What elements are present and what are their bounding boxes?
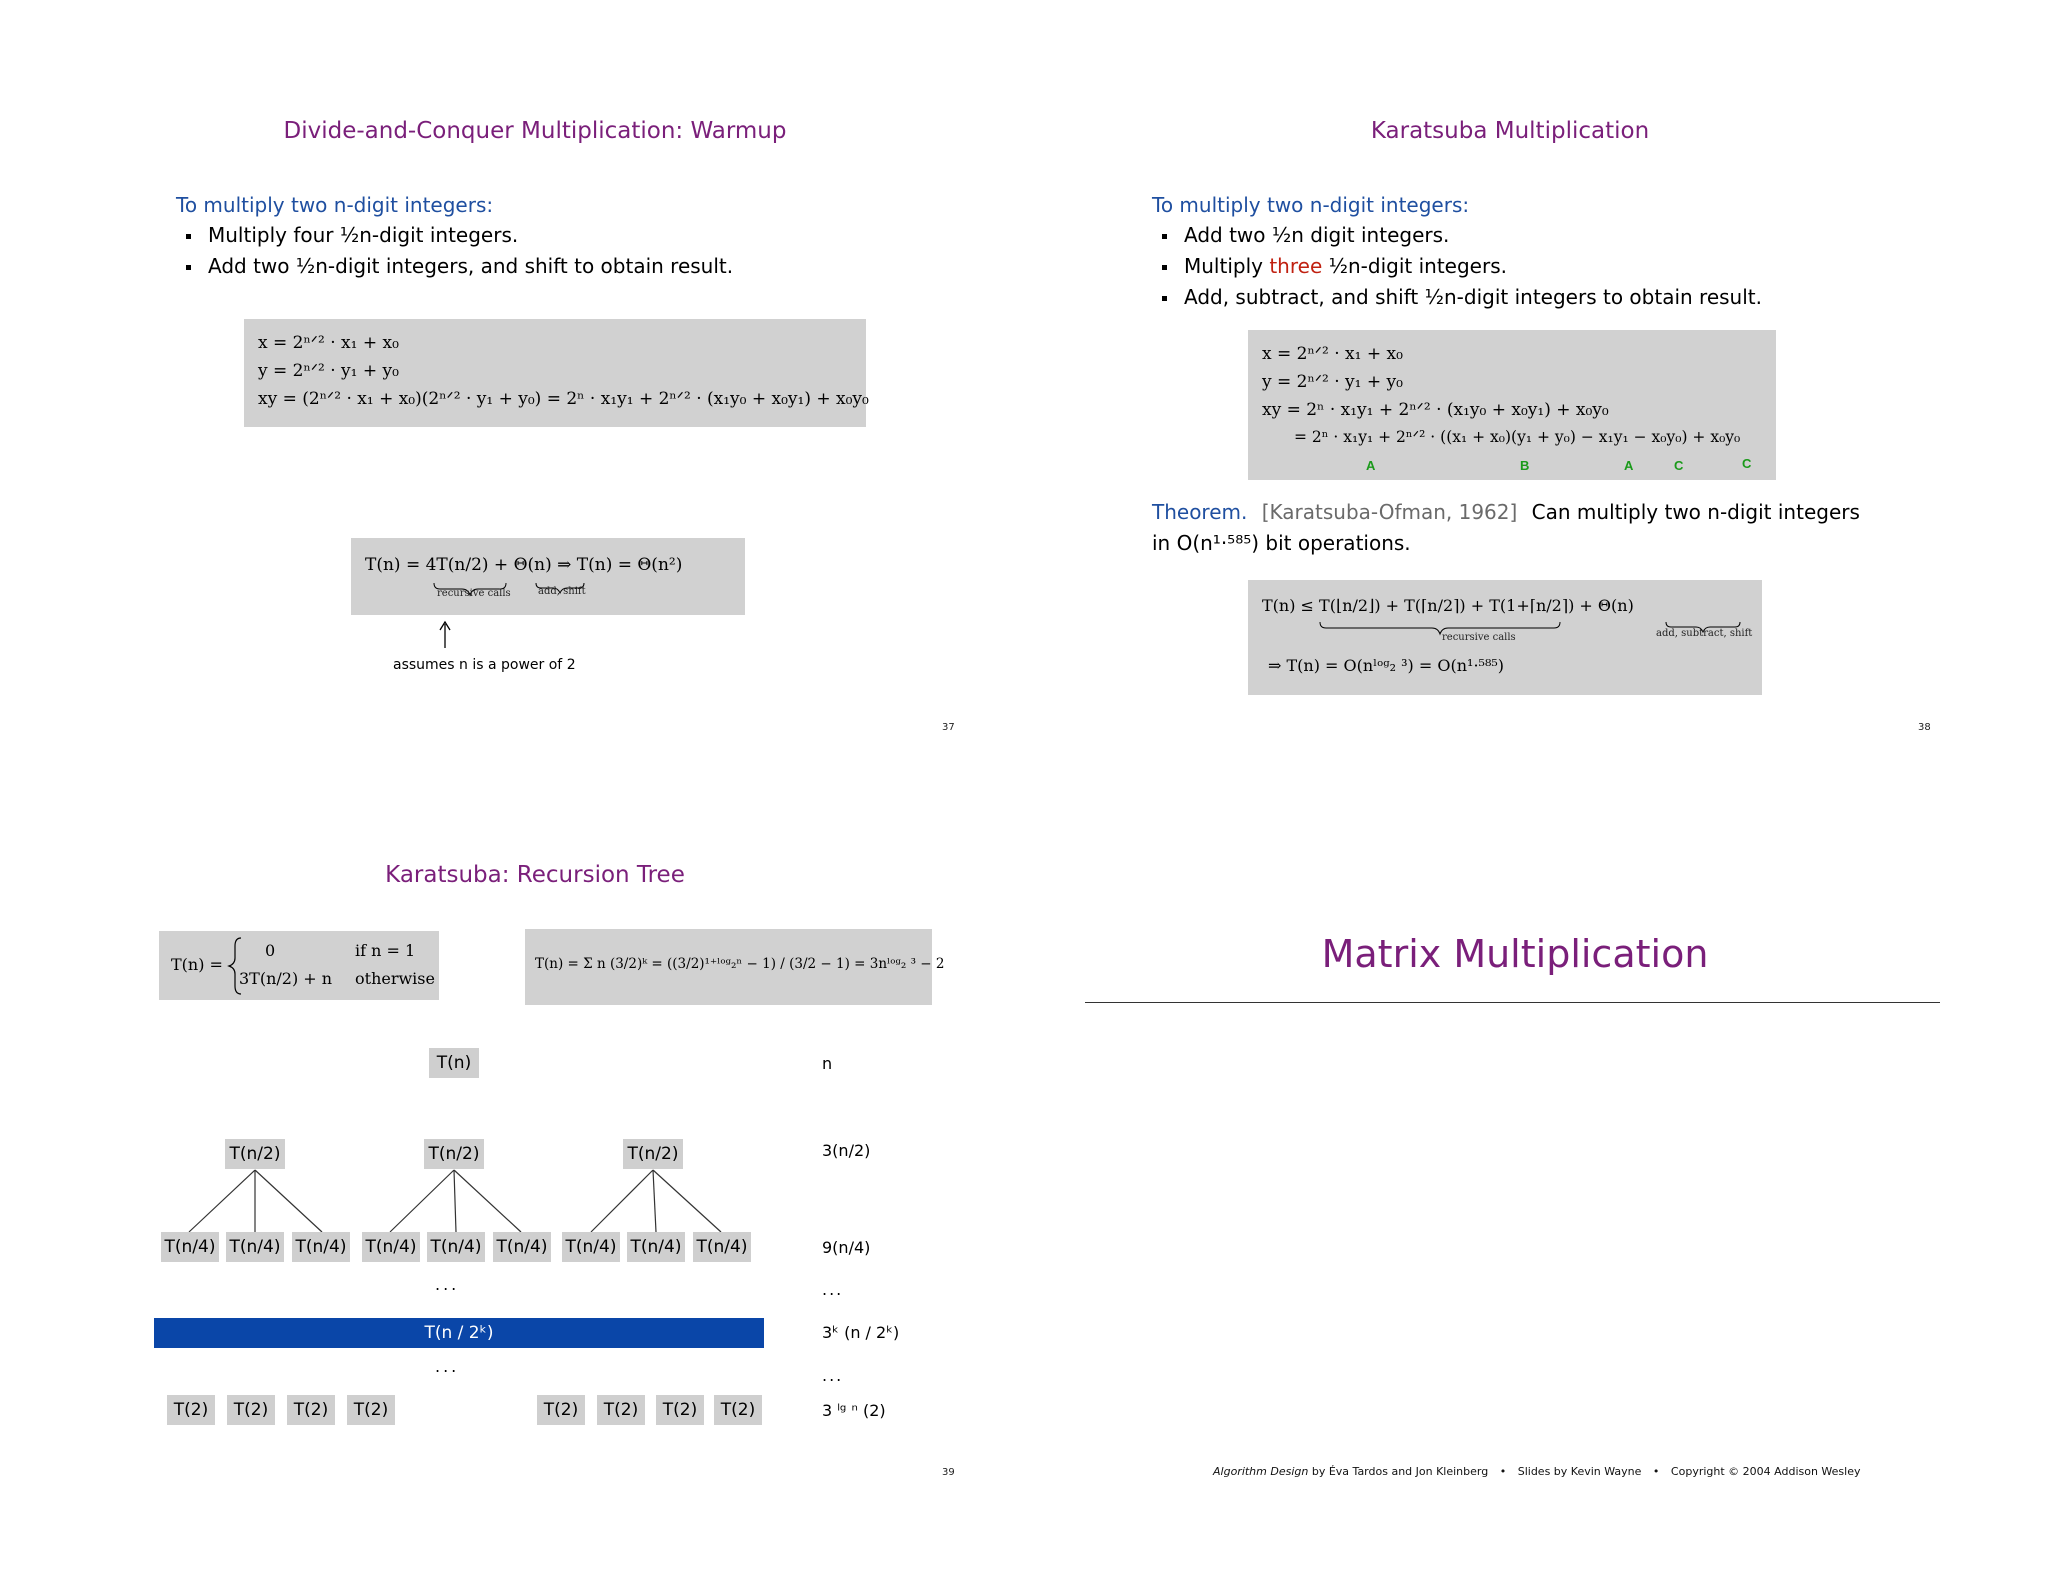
title-divider bbox=[1085, 1002, 1940, 1003]
recurrence-line1: T(n) ≤ T(⌊n/2⌋) + T(⌈n/2⌉) + T(1+⌈n/2⌉) + Θ(n) bbox=[1262, 596, 1634, 615]
level-cost: ... bbox=[822, 1280, 844, 1299]
slide37-intro: To multiply two n-digit integers: bbox=[176, 193, 494, 217]
tree-leaf: T(2) bbox=[347, 1395, 395, 1425]
theorem bbox=[1152, 500, 1860, 524]
tree-leaf: T(2) bbox=[167, 1395, 215, 1425]
tree-node: T(n/4) bbox=[226, 1232, 284, 1262]
tree-node: T(n/4) bbox=[161, 1232, 219, 1262]
page-number: 37 bbox=[942, 722, 955, 733]
tree-leaf: T(2) bbox=[714, 1395, 762, 1425]
slide38-title: Karatsuba Multiplication bbox=[1370, 118, 1650, 144]
slide37-title: Divide-and-Conquer Multiplication: Warmup bbox=[283, 118, 787, 144]
tree-leaf: T(2) bbox=[597, 1395, 645, 1425]
eq-x: x = 2ⁿᐟ² · x₁ + x₀ bbox=[1262, 344, 1403, 364]
tree-node: T(n/4) bbox=[362, 1232, 420, 1262]
tree-node: T(n/4) bbox=[627, 1232, 685, 1262]
bullet: Add, subtract, and shift ½n-digit integers to obtain result. bbox=[1152, 282, 1762, 313]
level-cost: 9(n/4) bbox=[822, 1238, 871, 1257]
ellipsis: ... bbox=[435, 1275, 460, 1294]
level-k-bar: T(n / 2ᵏ) bbox=[154, 1318, 764, 1348]
tree-leaf: T(2) bbox=[287, 1395, 335, 1425]
slide38-intro: To multiply two n-digit integers: bbox=[1152, 193, 1470, 217]
rec-case2: 3T(n/2) + n bbox=[239, 969, 333, 988]
slide38-equation-box bbox=[1248, 330, 1776, 480]
bullet: Add two ½n-digit integers, and shift to obtain result. bbox=[176, 251, 733, 282]
slide40-title: Matrix Multiplication bbox=[1321, 932, 1709, 976]
tree-node: T(n/4) bbox=[493, 1232, 551, 1262]
footer-authors: by Éva Tardos and Jon Kleinberg bbox=[1308, 1465, 1489, 1478]
theorem-text: Can multiply two n-digit integers bbox=[1531, 500, 1860, 524]
eq-xy: xy = 2ⁿ · x₁y₁ + 2ⁿᐟ² · (x₁y₀ + x₀y₁) + x₀y₀ bbox=[1262, 400, 1609, 420]
level-cost: ... bbox=[822, 1366, 844, 1385]
bullet: Multiply three ½n-digit integers. bbox=[1152, 251, 1762, 282]
tree-node: T(n/4) bbox=[427, 1232, 485, 1262]
label-recursive-calls: recursive calls bbox=[1442, 632, 1516, 643]
mark-c: C bbox=[1742, 456, 1752, 471]
theorem-line2: in O(n¹·⁵⁸⁵) bit operations. bbox=[1152, 531, 1411, 555]
tree-node: T(n/2) bbox=[225, 1139, 285, 1169]
slide40-footer: Algorithm Design by Éva Tardos and Jon Kleinberg • Slides by Kevin Wayne • Copyright © 2004 Addison Wesley bbox=[1213, 1465, 1861, 1478]
mark-a: A bbox=[1366, 458, 1376, 473]
recurrence: T(n) = 4T(n/2) + Θ(n) ⇒ T(n) = Θ(n²) bbox=[365, 555, 683, 575]
highlight-three: three bbox=[1269, 254, 1323, 278]
eq-y: y = 2ⁿᐟ² · y₁ + y₀ bbox=[1262, 372, 1403, 392]
tree-node: T(n/2) bbox=[623, 1139, 683, 1169]
theorem-citation: [Karatsuba-Ofman, 1962] bbox=[1261, 500, 1518, 524]
tree-node: T(n/4) bbox=[292, 1232, 350, 1262]
tree-leaf: T(2) bbox=[537, 1395, 585, 1425]
mark-b: B bbox=[1520, 458, 1530, 473]
footer-slides: Slides by Kevin Wayne bbox=[1517, 1465, 1642, 1478]
slide39-title: Karatsuba: Recursion Tree bbox=[385, 862, 685, 888]
rec-cond1: if n = 1 bbox=[355, 941, 416, 960]
level-cost: 3 ˡᵍ ⁿ (2) bbox=[822, 1401, 886, 1420]
bullet: Add two ½n digit integers. bbox=[1152, 220, 1762, 251]
slide38-recurrence-box bbox=[1248, 580, 1762, 695]
page-number: 39 bbox=[942, 1467, 955, 1478]
mark-c: C bbox=[1674, 458, 1684, 473]
page-number: 38 bbox=[1918, 722, 1931, 733]
sum-formula: T(n) = Σ n (3/2)ᵏ = ((3/2)¹⁺ˡᵒᵍ₂ⁿ − 1) / (3/2 − 1) = 3nˡᵒᵍ₂ ³ − 2 bbox=[535, 956, 945, 972]
rec-cond2: otherwise bbox=[355, 969, 435, 988]
assumes-note: assumes n is a power of 2 bbox=[393, 657, 576, 673]
tree-root-node: T(n) bbox=[429, 1048, 479, 1078]
label-add-shift: add, shift bbox=[538, 586, 586, 597]
label-add-subtract-shift: add, subtract, shift bbox=[1656, 628, 1753, 639]
footer-book: Algorithm Design bbox=[1213, 1465, 1309, 1478]
eq-x: x = 2ⁿᐟ² · x₁ + x₀ bbox=[258, 333, 399, 353]
eq-y: y = 2ⁿᐟ² · y₁ + y₀ bbox=[258, 361, 399, 381]
rec-case1: 0 bbox=[265, 941, 276, 960]
theorem-label: Theorem. bbox=[1152, 500, 1248, 524]
level-cost: 3ᵏ (n / 2ᵏ) bbox=[822, 1323, 900, 1342]
eq-xy: xy = (2ⁿᐟ² · x₁ + x₀)(2ⁿᐟ² · y₁ + y₀) = 2ⁿ · x₁y₁ + 2ⁿᐟ² · (x₁y₀ + x₀y₁) + x₀y₀ bbox=[258, 389, 869, 409]
rec-lhs: T(n) = bbox=[171, 955, 223, 974]
tree-node: T(n/4) bbox=[562, 1232, 620, 1262]
tree-node: T(n/4) bbox=[693, 1232, 751, 1262]
level-cost: 3(n/2) bbox=[822, 1141, 871, 1160]
tree-leaf: T(2) bbox=[656, 1395, 704, 1425]
level-cost: n bbox=[822, 1054, 833, 1073]
recurrence-line2: ⇒ T(n) = O(nˡᵒᵍ₂ ³) = O(n¹·⁵⁸⁵) bbox=[1268, 656, 1505, 675]
mark-a: A bbox=[1624, 458, 1634, 473]
footer-copyright: Copyright © 2004 Addison Wesley bbox=[1670, 1465, 1861, 1478]
slide38-bullets bbox=[1152, 220, 1762, 313]
eq-expanded: = 2ⁿ · x₁y₁ + 2ⁿᐟ² · ((x₁ + x₀)(y₁ + y₀) − x₁y₁ − x₀y₀) + x₀y₀ bbox=[1294, 428, 1741, 446]
tree-node: T(n/2) bbox=[424, 1139, 484, 1169]
bullet: Multiply four ½n-digit integers. bbox=[176, 220, 733, 251]
ellipsis: ... bbox=[435, 1357, 460, 1376]
label-recursive-calls: recursive calls bbox=[437, 588, 511, 599]
tree-leaf: T(2) bbox=[227, 1395, 275, 1425]
